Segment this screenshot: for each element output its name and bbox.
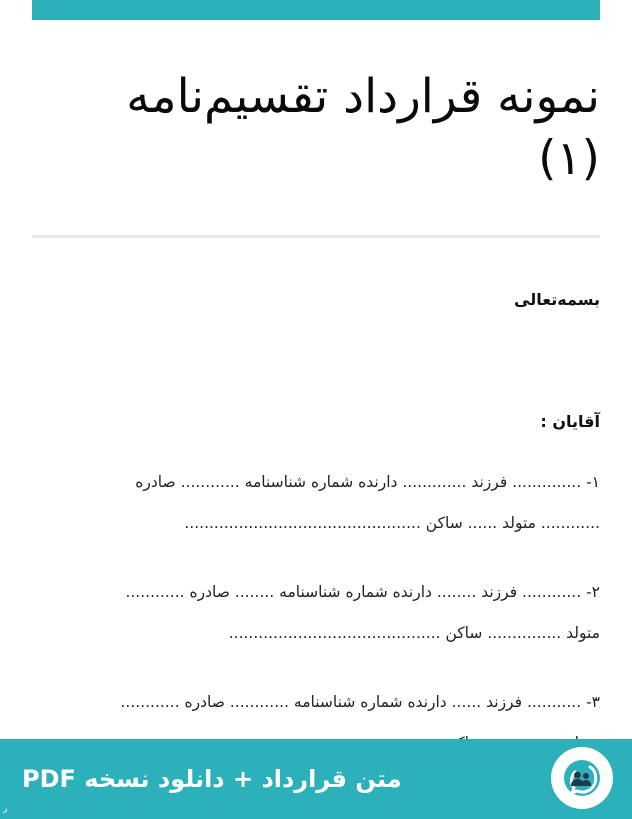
- title-divider: [32, 235, 600, 238]
- users-chat-icon[interactable]: [551, 747, 613, 809]
- download-banner[interactable]: [0, 739, 632, 819]
- addressee-heading: آقایان :: [540, 412, 600, 431]
- page-title-line-1: نمونه قرارداد تقسیم‌نامه: [126, 69, 600, 124]
- party-1-line-1: ۱- .............. فرزند ............. دارنده شماره شناسنامه ............ صادره: [135, 473, 600, 491]
- party-2-line-2: متولد ............... ساکن ...........................................: [228, 624, 600, 642]
- users-chat-icon-graphic: [560, 756, 604, 800]
- download-banner-label[interactable]: متن قرارداد + دانلود نسخه PDF: [22, 765, 402, 793]
- party-2-line-1: ۲- ............ فرزند ........ دارنده شماره شناسنامه ........ صادره ............: [125, 583, 600, 601]
- document-content: [32, 0, 600, 764]
- page-title: [32, 66, 600, 190]
- page-title-line-2: (۱): [538, 131, 600, 186]
- party-2: [32, 572, 600, 654]
- party-1: [32, 462, 600, 544]
- party-3-line-1: ۳- ........... فرزند ...... دارنده شماره شناسنامه ............ صادره ............: [120, 693, 600, 711]
- party-1-line-2: ............ متولد ...... ساکن ................................................: [184, 514, 600, 532]
- corner-mark: ر: [3, 804, 8, 814]
- salutation: بسمه‌تعالی: [514, 290, 600, 309]
